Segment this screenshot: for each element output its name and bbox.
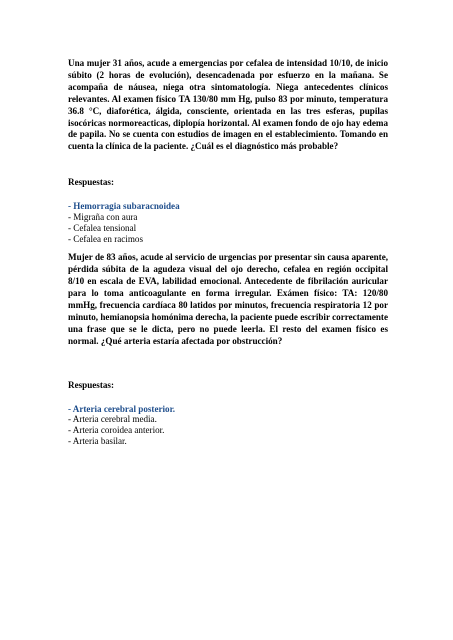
question-1-text: Una mujer 31 años, acude a emergencias por cefalea de intensidad 10/10, de inicio súbito (2 horas de evolución), desencadenada por esfuerzo en la mañana. Se acompaña de náusea, niega otra sintomatología. Niega antecedentes clínicos relevantes. Al examen físico TA 130/80 mm Hg, pulso 83 por minuto, temperatura 36.8 °C, diaforética, álgida, consciente, orientada en las tres esferas, pupilas isocóricas normoreacticas, diplopía horizontal. Al examen fondo de ojo hay edema de papila. No se cuenta con estudios de imagen en el establecimiento. Tomando en cuenta la clínica de la paciente. ¿Cuál es el diagnóstico más probable?: [68, 58, 388, 152]
answer-list-2: [68, 404, 388, 447]
answer-1-option: - Migraña con aura: [68, 211, 138, 222]
document-page: [68, 58, 388, 447]
answer-1-option: - Cefalea en racimos: [68, 233, 143, 244]
responses-heading-2: Respuestas:: [68, 379, 114, 390]
answer-1-option: - Cefalea tensional: [68, 222, 137, 233]
answer-2-correct: - Arteria cerebral posterior.: [68, 403, 176, 414]
answer-list-1: [68, 201, 388, 244]
answer-2-option: - Arteria cerebral media.: [68, 414, 157, 425]
answer-2-option: - Arteria coroidea anterior.: [68, 425, 165, 436]
answer-1-correct: - Hemorragia subaracnoidea: [68, 201, 180, 212]
responses-heading-1: Respuestas:: [68, 177, 114, 188]
question-2-text: Mujer de 83 años, acude al servicio de urgencias por presentar sin causa aparente, pérdida súbita de la agudeza visual del ojo derecho, cefalea en región occipital 8/10 en escala de EVA, labilidad emocional. Antecedente de fibrilación auricular para lo toma anticoagulante en forma irregular. Exámen físico: TA: 120/80 mmHg, frecuencia cardíaca 80 latidos por minutos, frecuencia respiratoria 12 por minuto, hemianopsia homónima derecha, la paciente puede escribir correctamente una frase que se le dicta, pero no puede leerla. El resto del examen físico es normal. ¿Qué arteria estaría afectada por obstrucción?: [68, 252, 388, 346]
answer-2-option: - Arteria basilar.: [68, 435, 127, 446]
